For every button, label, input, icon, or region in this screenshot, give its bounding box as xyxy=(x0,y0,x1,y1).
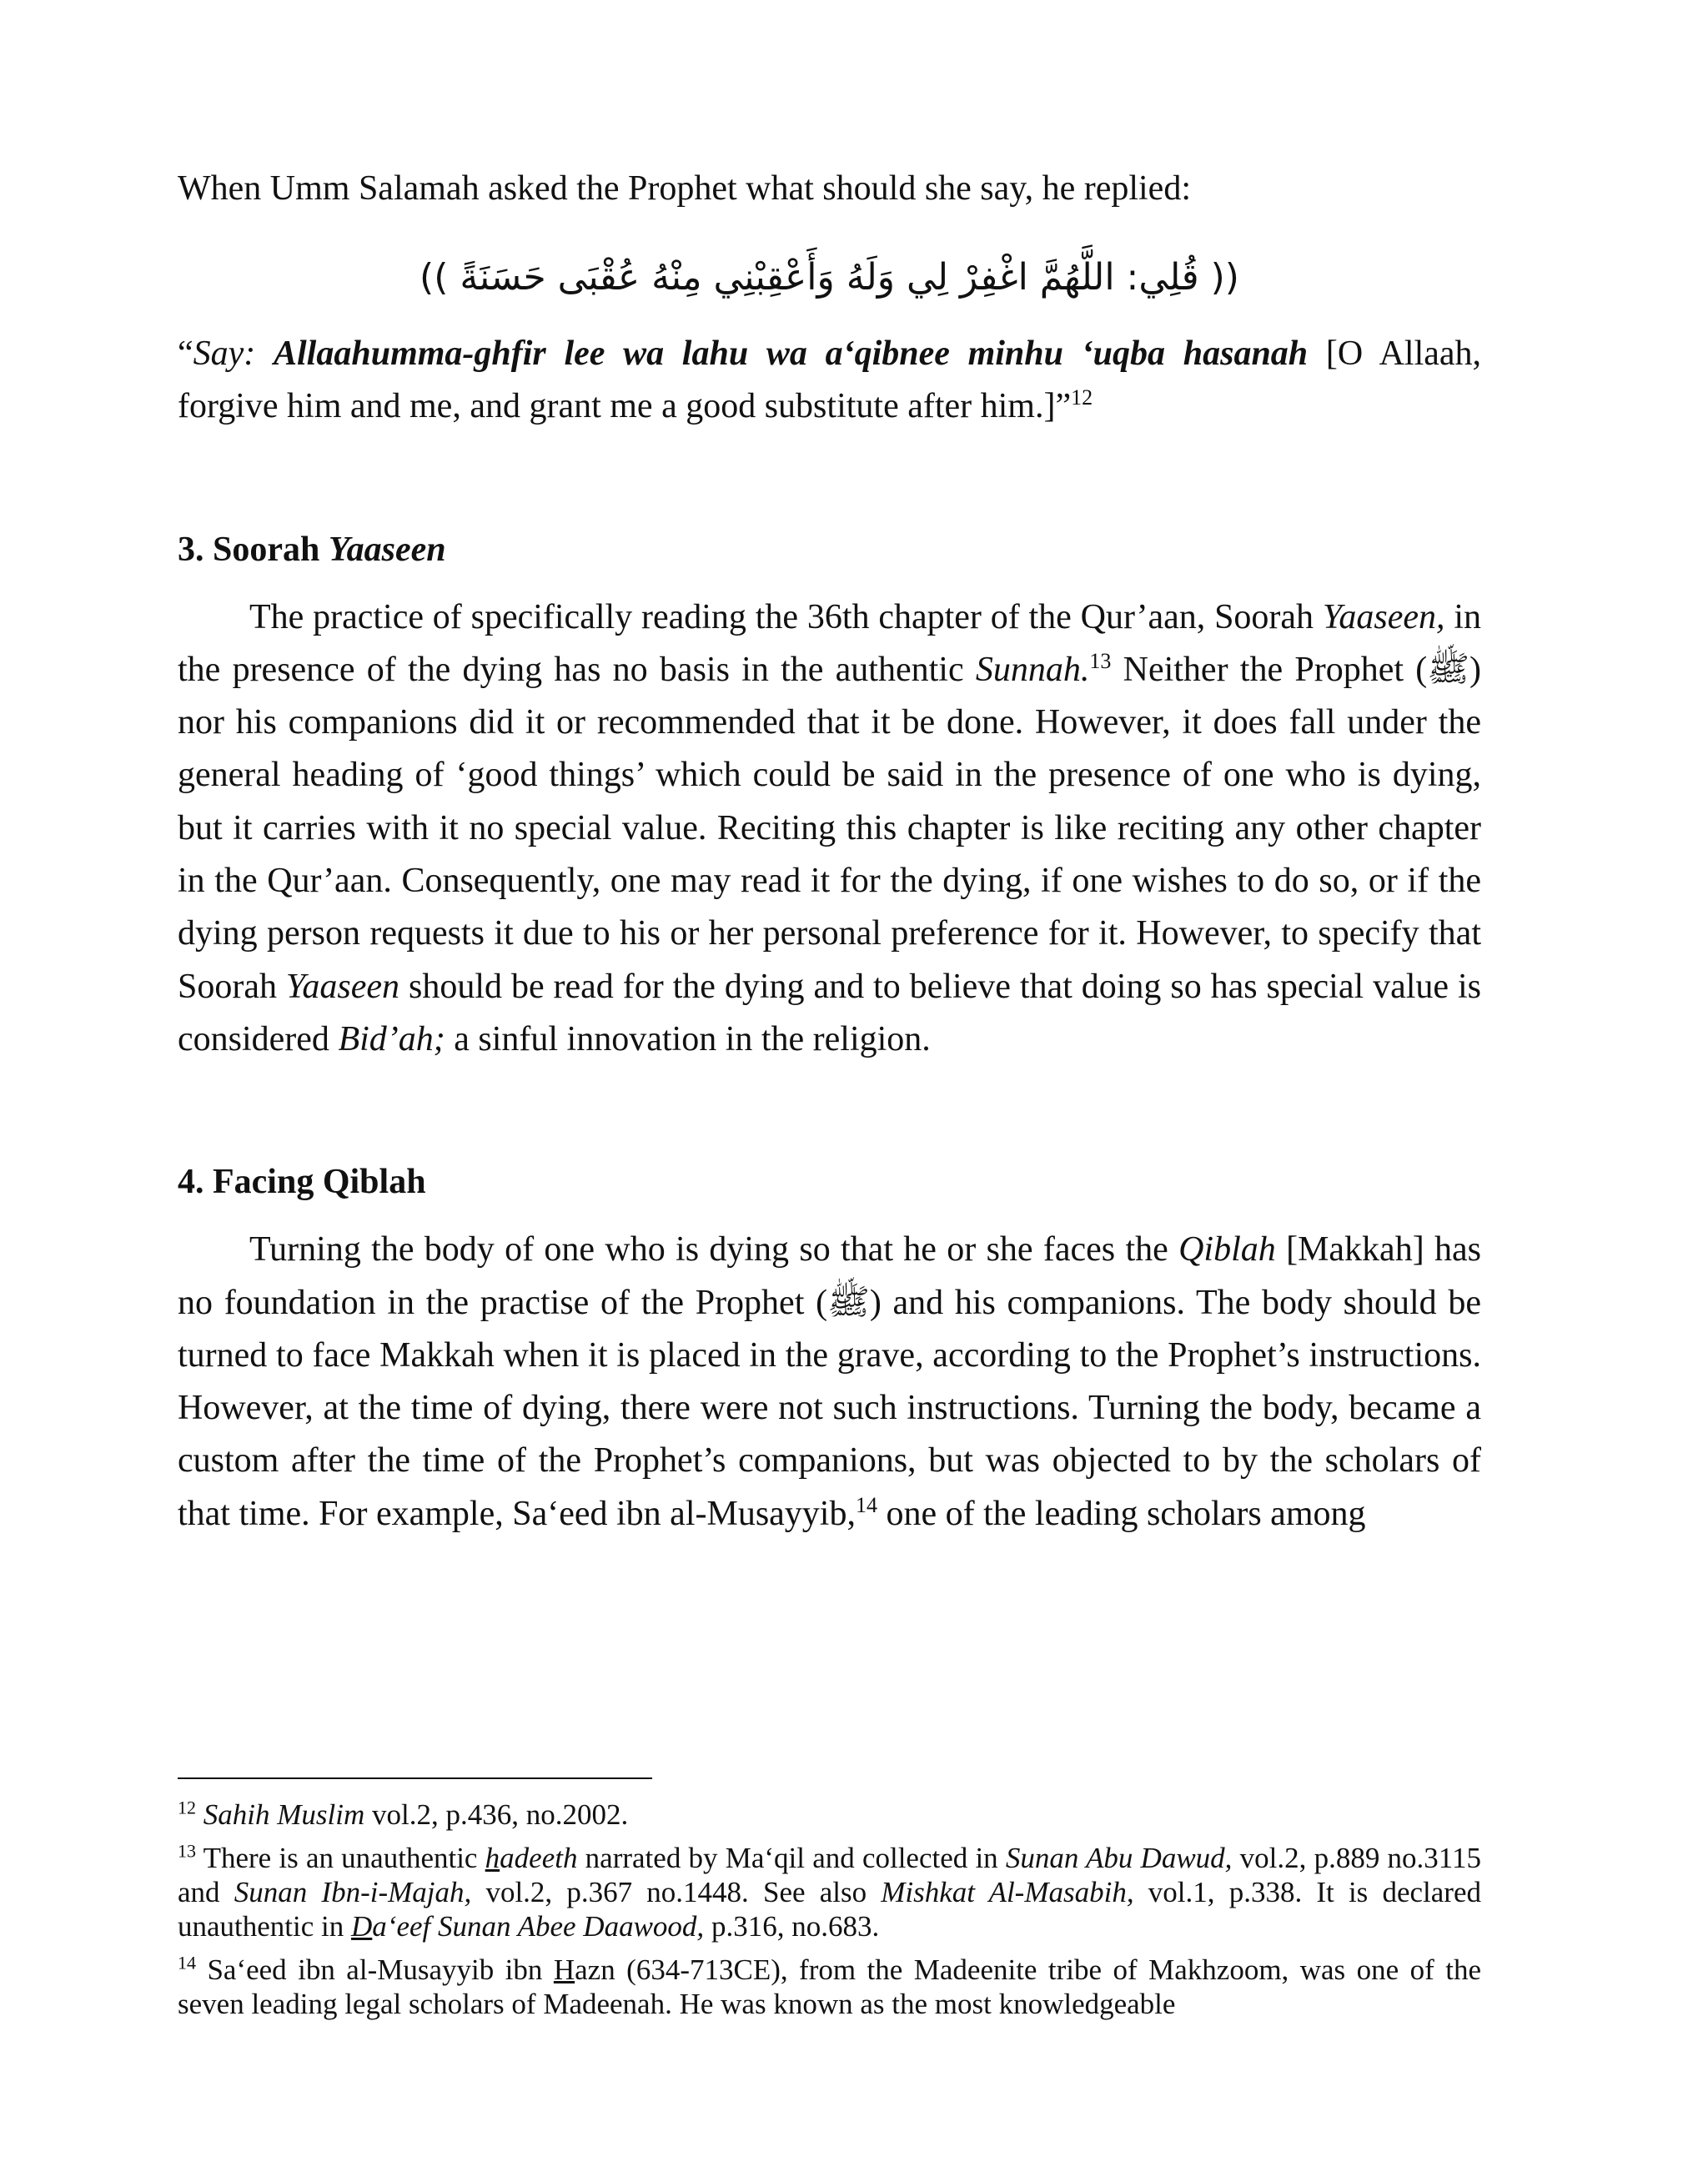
footnotes xyxy=(178,1777,1481,2030)
transliteration: Allaahumma-ghfir lee wa lahu wa a‘qibnee minhu ‘uqba hasanah xyxy=(274,334,1309,373)
fn13-text-f: p.316, no.683. xyxy=(704,1910,880,1943)
footnote-number: 14 xyxy=(178,1952,196,1973)
s3-text-g: should be read for the dying and to believe that doing so has special value is considered xyxy=(178,967,1481,1058)
s4-text-c: [Makkah] has no foundation in the practise of the Prophet (ﷺ) and his companions. The body should be turned to face Makkah when it is placed in the grave, according to the Prophet’s instructions. However, at the time of dying, there were not such instructions. Turning the body, became a custom after the time of the Prophet’s companions, but was objected to by the scholars of that time. For example, Sa‘eed ibn al-Musayyib, xyxy=(178,1230,1481,1533)
s3-text-i: a sinful innovation in the religion. xyxy=(445,1019,931,1058)
footnote-13 xyxy=(178,1841,1481,1943)
s3-text-e: Neither the Prophet (ﷺ) nor his companions did it or recommended that it be done. However, it does fall under the general heading of ‘good things’ which could be said in the presence of one who is dying, but it carries with it no special value. Reciting this chapter is like reciting any other chapter in the Qur’aan. Consequently, one may read it for the dying, if one wishes to do so, or if the dying person requests it due to his or her personal preference for it. However, to specify that Soorah xyxy=(178,650,1482,1006)
fn13-underline-h: h xyxy=(485,1842,500,1874)
fn12-text: vol.2, p.436, no.2002. xyxy=(364,1798,629,1831)
fn13-text-a: There is an unauthentic xyxy=(196,1842,485,1874)
fn13-text-d: vol.2, p.367 no.1448. See also xyxy=(471,1876,882,1908)
fn14-underline-h: H xyxy=(553,1953,575,1986)
fn13-underline-d: D xyxy=(351,1910,373,1943)
page-body xyxy=(178,163,1481,1541)
heading-3-italic: Yaaseen xyxy=(328,530,446,569)
s3-text-a: The practice of specifically reading the 36th chapter of the Qur’aan, Soorah xyxy=(249,597,1323,636)
footnote-14 xyxy=(178,1953,1481,2021)
footnote-ref-14[interactable]: 14 xyxy=(855,1492,877,1517)
fn13-italic-e: Mishkat Al-Masabih, xyxy=(881,1876,1134,1908)
s3-italic-f: Yaaseen xyxy=(285,967,400,1006)
footnote-ref-13[interactable]: 13 xyxy=(1089,648,1112,673)
section-3-paragraph xyxy=(178,591,1481,1067)
translation: [O Allaah, forgive him and me, and grant me a good substitute after him.]” xyxy=(178,334,1482,426)
section-heading-3 xyxy=(178,524,1481,576)
fn13-text-b: narrated by Ma‘qil and collected in xyxy=(577,1842,1006,1874)
fn13-italic-d: Sunan Ibn-i-Majah, xyxy=(234,1876,472,1908)
intro-line: When Umm Salamah asked the Prophet what should she say, he replied: xyxy=(178,169,1191,208)
footnote-number: 13 xyxy=(178,1840,196,1862)
say-label: Say: xyxy=(193,334,256,373)
heading-3-text: 3. Soorah xyxy=(178,530,329,569)
s3-italic-d: Sunnah. xyxy=(975,650,1090,689)
fn12-italic: Sahih Muslim xyxy=(203,1798,365,1831)
footnote-ref-12[interactable]: 12 xyxy=(1071,385,1093,410)
fn13-text-e: vol.1, p.338. It is declared unauthentic in xyxy=(178,1876,1481,1943)
open-quote: “ xyxy=(178,334,193,373)
s3-italic-h: Bid’ah; xyxy=(338,1019,445,1058)
fn13-italic-c: Sunan Abu Dawud, xyxy=(1005,1842,1233,1874)
s3-italic-b: Yaaseen, xyxy=(1322,597,1445,636)
fn13-italic-b: adeeth xyxy=(500,1842,578,1874)
section-4-paragraph xyxy=(178,1224,1481,1541)
fn14-text-b: azn (634-713CE), from the Madeenite tribe of Makhzoom, was one of the seven leading legal scholars of Madeenah. He was known as the most knowledgeable xyxy=(178,1953,1481,2020)
fn13-italic-f: a‘eef Sunan Abee Daawood, xyxy=(372,1910,705,1943)
footnote-number: 12 xyxy=(178,1797,196,1818)
s4-text-d: one of the leading scholars among xyxy=(877,1494,1366,1533)
fn14-text-a: Sa‘eed ibn al-Musayyib ibn xyxy=(196,1953,554,1986)
s4-text-a: Turning the body of one who is dying so that he or she faces the xyxy=(249,1230,1179,1269)
footnote-12 xyxy=(178,1797,1481,1832)
s3-text-c: in the presence of the dying has no basis in the authentic xyxy=(178,597,1481,689)
dua-transliteration-paragraph xyxy=(178,328,1481,434)
section-heading-4: 4. Facing Qiblah xyxy=(178,1163,426,1202)
s4-italic-b: Qiblah xyxy=(1178,1230,1276,1269)
arabic-dua: (( قُلِي: اللَّهُمَّ اغْفِرْ لِي وَلَهُ وَأَعْقِبْنِي مِنْهُ عُقْبَى حَسَنَةً )) xyxy=(419,256,1239,299)
footnote-divider xyxy=(178,1777,652,1779)
fn13-text-c: vol.2, p.889 no.3115 and xyxy=(178,1842,1481,1908)
